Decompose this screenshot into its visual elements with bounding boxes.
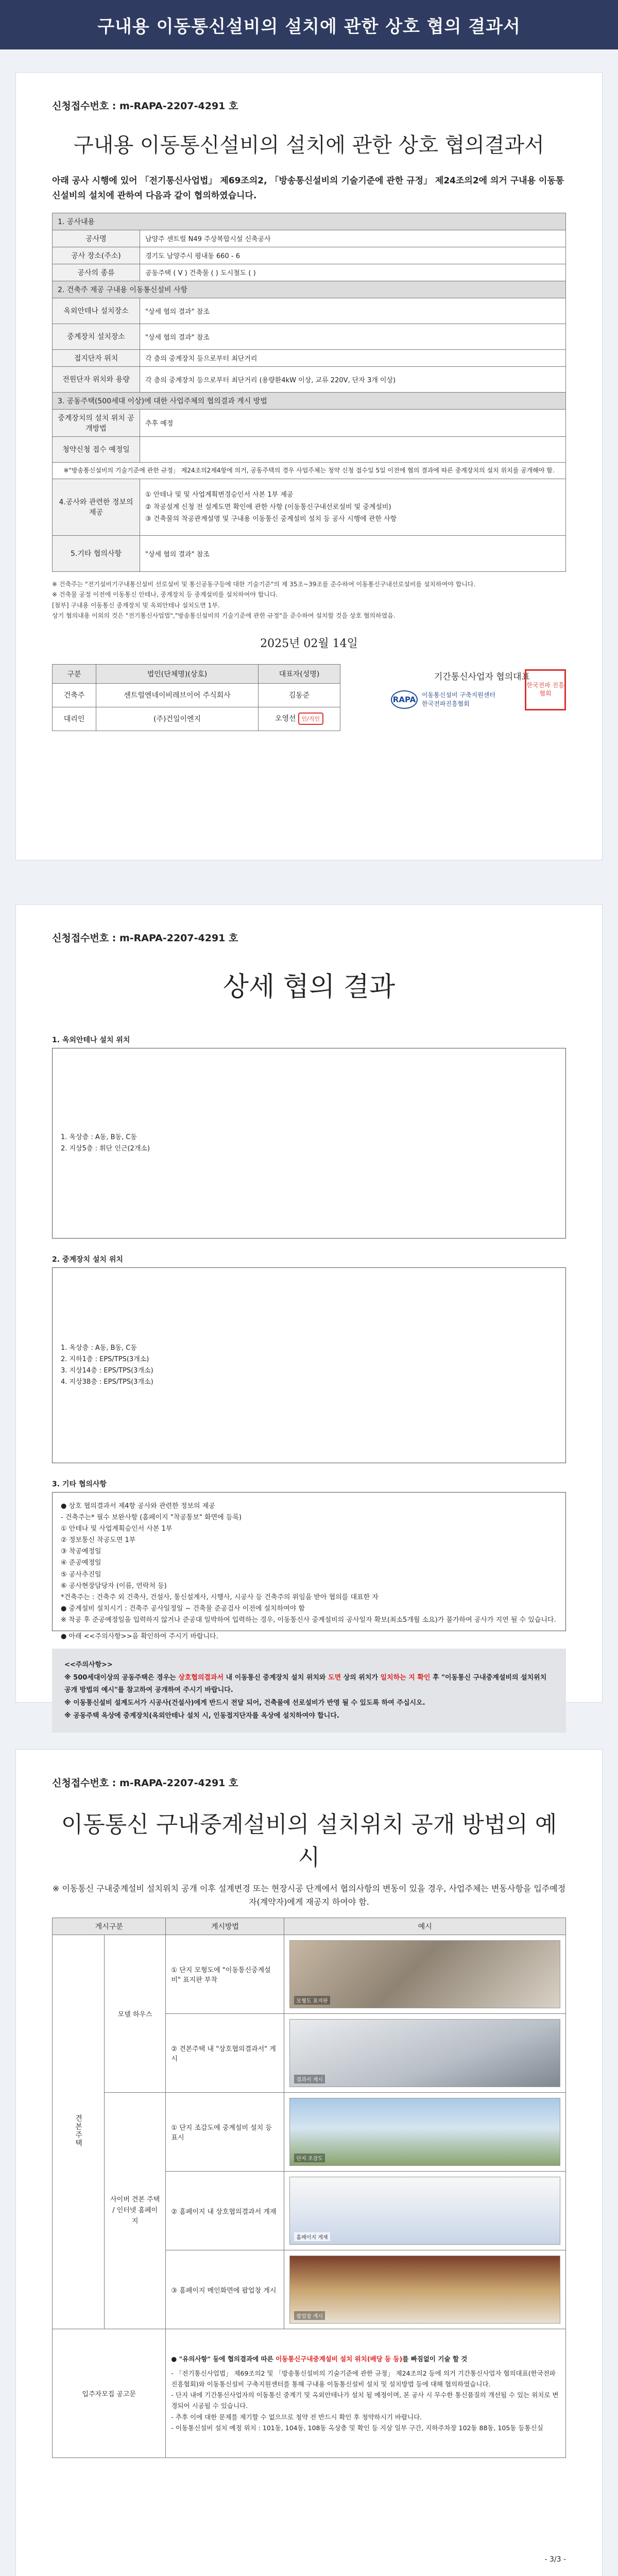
cat-model: 모델 하우스 (105, 1935, 166, 2093)
document-title: 구내용 이동통신설비의 설치에 관한 상호 협의결과서 (74, 133, 544, 157)
method-2: ② 견본주택 내 "상호협의결과서" 게시 (166, 2014, 284, 2093)
caution-title: <<주의사항>> (64, 1661, 113, 1669)
document-page-1 (15, 72, 603, 860)
section-relay-location: 2. 중계장치 설치 위치 (52, 1256, 123, 1264)
publication-note: ※"방송통신설비의 기술기준에 관한 규정」 제24조의2제4항에 의거, 공동주택의 경우 사업주체는 청약 신청 접수일 5일 이전에 협의 결과에 따른 중계장치의 설치 위치를 공개해야 함. (53, 462, 566, 479)
relay-line-1: 1. 옥상층 : A동, B동, C동 (61, 1344, 137, 1352)
label-relay: 중계장치 설치장소 (53, 324, 140, 349)
info-item-3: ③ 건축물의 착공관계설명 및 구내용 이동통신 중계설비 설치 등 공사 시행에 관한 사항 (145, 515, 397, 523)
seal-heading: 기간통신사업자 협의대표 (434, 671, 530, 682)
header-bar (0, 0, 618, 49)
label-ground: 접지단자 위치 (53, 349, 140, 366)
other-line-8: ⑥ 공사현장담당자 (이름, 연락처 등) (61, 1582, 167, 1590)
sig-agent-company: (주)건일이엔지 (96, 707, 258, 731)
caution-line-2: ※ 이동통신설비 설계도서가 시공사(건설사)에게 반드시 전달 되어, 건축물에 선로설비가 반영 될 수 있도록 하여 주십시오. (64, 1699, 425, 1707)
method-4: ② 홈페이지 내 상호협의결과서 게재 (166, 2172, 284, 2250)
section-facilities: 2. 건축주 제공 구내용 이동통신설비 사항 (53, 281, 566, 298)
reception-number: 신청접수번호 : m-RAPA-2207-4291 호 (52, 1777, 238, 1789)
other-line-12: ● 아래 <<주의사항>>을 확인하여 주시기 바랍니다. (61, 1633, 218, 1641)
relay-line-2: 2. 지하1층 : EPS/TPS(3개소) (61, 1355, 149, 1363)
antenna-location-box (52, 1048, 566, 1239)
other-line-6: ④ 준공예정일 (61, 1559, 101, 1567)
sig-owner-company: 센트럴엔네이비레브이어 주식회사 (96, 683, 258, 707)
col-method: 게시방법 (166, 1918, 284, 1935)
section-antenna-location: 1. 옥외안테나 설치 위치 (52, 1036, 130, 1044)
rapa-center-name: 이동통신설비 구축지원센터 (422, 691, 495, 699)
col-category: 게시구분 (53, 1918, 166, 1935)
publication-example-title: 이동통신 구내중계설비의 설치위치 공개 방법의 예시 (61, 1811, 557, 1871)
notice-line-3: - 단지 내에 기간통신사업자의 이동통신 중계기 및 옥외안테나가 설치 될 예정이며, 본 공사 시 무수한 통신품질의 개선될 수 있는 위치로 변경되어 시공될 수 있습니다. (171, 2391, 559, 2410)
caution-line-3: ※ 공동주택 옥상에 중계장치(옥외안테나 설치 시, 인동접지단자를 옥상에 설치하여야 합니다. (64, 1711, 339, 1720)
footnotes (52, 579, 566, 621)
other-line-1: ● 상호 협의결과서 제4항 공사와 관련한 정보의 제공 (61, 1502, 215, 1510)
notice-line-2: - 「전기통신사업법」 제69조의2 및 「방송통신설비의 기술기준에 관한 규정」 제24조의2 등에 의거 기간통신사업자 협의대표(한국전파진흥협회)와 이동통신설비 구축지원센터를 통해 구내용 이동통신설비 설치 및 설치방법 등에 대해 협의하였습니다. (171, 2369, 556, 2388)
association-seal (391, 669, 566, 709)
label-address: 공사 장소(주소) (53, 247, 140, 264)
footnote-1: ※ 건축주는 "전기설비기구내통신설비 선로설비 및 통신공동구등에 대한 기술기준"의 제 35조~39조를 준수하여 이동통신구내선로설비를 설치하여야 합니다. (52, 580, 476, 588)
reception-number: 신청접수번호 : m-RAPA-2207-4291 호 (52, 933, 238, 944)
other-line-2: - 건축주는* 필수 보완사항 (홈페이지 "착공통보" 화면에 등록) (61, 1514, 242, 1522)
example-photo-4: 홈페이지 게재 (289, 2177, 560, 2245)
example-photo-1: 모형도 표지판 (289, 1940, 560, 2008)
relay-line-3: 3. 지상14층 : EPS/TPS(3개소) (61, 1367, 153, 1375)
stamp-icon: 인/직인 (298, 713, 324, 725)
other-items-box (52, 1492, 566, 1641)
label-construction-name: 공사명 (53, 230, 140, 247)
relay-location-box (52, 1267, 566, 1463)
signature-table (52, 664, 340, 731)
example-photo-5: 팝업창 게시 (289, 2256, 560, 2324)
notice-line-1: ● "유의사항" 등에 협의결과에 따른 이동통신구내중계설비 설치 위치(배당 등 등)를 빠짐없이 기술 할 것 (171, 2355, 468, 2363)
label-type: 공사의 종류 (53, 264, 140, 281)
official-seal-icon: 한국전파 진흥협회 (525, 669, 566, 710)
cat-notice: 입주자모집 공고문 (53, 2329, 166, 2458)
sig-owner-rep: 김동준 (259, 683, 340, 707)
document-date: 2025년 02월 14일 (260, 637, 358, 650)
cat-model-house: 견본주택 (74, 2114, 82, 2148)
caution-line-1: ※ 500세대이상의 공동주택은 경우는 상호협의결과서 내 이동통신 중계장치 설치 위치와 도면 상의 위치가 일치하는 지 확인 후 "이동통신 구내중계설비의 설치위치 공개 방법의 예시"를 참고하여 공개하여 주시기 바랍니다. (64, 1673, 547, 1694)
publication-method-table (52, 1918, 566, 2458)
value-antenna: "상세 협의 결과" 참조 (140, 298, 566, 324)
value-other: "상세 협의 결과" 참조 (140, 535, 566, 571)
cat-cyber: 사이버 견본 주택 / 인터넷 홈페이지 (105, 2093, 166, 2329)
example-photo-3: 단지 조감도 (289, 2098, 560, 2166)
other-line-3: ① 안테나 및 사업계획승인서 사본 1부 (61, 1525, 173, 1533)
section-publication: 3. 공동주택(500세대 이상)에 대한 사업주체의 협의결과 게시 방법 (53, 392, 566, 409)
label-other: 5.기타 협의사항 (53, 535, 140, 571)
other-line-4: ② 정보통신 착공도면 1부 (61, 1536, 136, 1545)
col-example: 예시 (284, 1918, 566, 1935)
page-number: - 3/3 - (544, 2555, 566, 2564)
method-3: ① 단지 조감도에 중계설비 설치 등 표시 (166, 2093, 284, 2172)
other-line-5: ③ 착공예정일 (61, 1548, 101, 1556)
footnote-2: ※ 건축물 공정 이전에 이동통신 안테나, 중계장치 등 중계설비를 설치하여야 합니다. (52, 591, 278, 599)
sig-agent-label: 대리인 (53, 707, 96, 731)
footnote-3: [첨부] 구내용 이동통신 중계장치 및 옥외안테나 설치도면 1부. (52, 601, 220, 609)
example-photo-2: 결과서 게시 (289, 2019, 560, 2087)
info-item-1: ① 안테나 및 및 사업계획변경승인서 사본 1부 제공 (145, 491, 294, 499)
info-item-2: ② 착공설계 신청 전 설계도면 확인에 관한 사항 (이동통신구내선로설비 및 중계설비) (145, 503, 391, 511)
signature-area (52, 664, 566, 731)
value-subscription-date (140, 436, 566, 462)
value-relay: "상세 협의 결과" 참조 (140, 324, 566, 349)
antenna-line-2: 2. 지상5층 : 휘단 인근(2개소) (61, 1145, 150, 1153)
notice-line-4: - 추후 이에 대한 문제를 제기할 수 없으므로 청약 전 반드시 확인 후 청약하시기 바랍니다. (171, 2413, 422, 2421)
other-line-9: *건축주는 : 건축주 외 건축사, 건설사, 통신설계사, 시행사, 시공사 등 건축주의 위임을 받아 협의를 대표한 자 (61, 1593, 379, 1601)
rapa-logo-icon: RAPA (391, 690, 418, 709)
label-info: 4.공사와 관련한 정보의 제공 (53, 479, 140, 535)
value-construction-name: 남양주 센트럴 N49 주상복합시설 신축공사 (140, 230, 566, 247)
value-type: 공동주택 ( V ) 건축물 ( ) 도시철도 ( ) (140, 264, 566, 281)
method-1: ① 단지 모형도에 "이동통신중계설비" 표지판 부착 (166, 1935, 284, 2014)
value-publication: 추후 예정 (140, 409, 566, 436)
document-page-3 (15, 1749, 603, 2576)
sig-agent-rep: 오영선 (274, 715, 296, 723)
label-subscription-date: 청약신청 접수 예정일 (53, 436, 140, 462)
publication-example-subtitle: ※ 이동통신 구내중계설비 설치위치 공개 이후 설계변경 또는 현장시공 단계에서 협의사항의 변동이 있을 경우, 사업주체는 변동사항을 입주예정자(계약자)에게 재공지 하여야 함. (52, 1884, 566, 1907)
label-antenna: 옥외안테나 설치장소 (53, 298, 140, 324)
sig-header-company: 법인(단체명)(상호) (96, 664, 258, 683)
value-ground: 각 층의 중계장치 등으로부터 최단거리 (140, 349, 566, 366)
detail-title: 상세 협의 결과 (222, 972, 396, 1003)
section-construction: 1. 공사내용 (53, 213, 566, 230)
other-line-11: ※ 착공 후 준공예정일을 입력하지 않거나 준공대 일박하여 입력하는 경우, 이동통신사 중계설비의 공사일자 확보(최소5개월 소요)가 불가하여 공사가 지연 될 수 있습니다. (61, 1616, 556, 1624)
sig-owner-label: 건축주 (53, 683, 96, 707)
relay-line-4: 4. 지상38층 : EPS/TPS(3개소) (61, 1378, 153, 1386)
label-publication: 중계장치의 설치 위치 공개방법 (53, 409, 140, 436)
footnote-4: 상기 협의내용 이외의 것은 "전기통신사업법","방송통신설비의 기술기준에 관한 규정"을 준수하여 설치할 것을 상호 협의하였음. (52, 612, 396, 620)
document-page-2 (15, 904, 603, 1720)
value-address: 경기도 남양주시 평내동 660 - 6 (140, 247, 566, 264)
label-power: 전원단자 위치와 용량 (53, 366, 140, 392)
agreement-table (52, 213, 566, 572)
intro-text: 아래 공사 시행에 있어 「전기통신사업법」 제69조의2, 「방송통신설비의 기술기준에 관한 규정」 제24조의2에 의거 구내용 이동통신설비의 설치에 관하여 다음과 같이 협의하였습니다. (52, 176, 564, 201)
section-other-items: 3. 기타 협의사항 (52, 1480, 107, 1488)
sig-header-type: 구분 (53, 664, 96, 683)
sig-header-rep: 대표자(성명) (259, 664, 340, 683)
other-line-7: ⑤ 공사추진일 (61, 1570, 101, 1579)
page-title: 구내용 이동통신설비의 설치에 관한 상호 협의 결과서 (97, 16, 521, 37)
method-5: ③ 홈페이지 메인화면에 팝업창 게시 (166, 2250, 284, 2329)
antenna-line-1: 1. 옥상층 : A동, B동, C동 (61, 1133, 137, 1141)
caution-box (52, 1649, 566, 1733)
value-power: 각 층의 중계장치 등으로부터 최단거리 (용량환4kW 이상, 교류 220V, 단자 3개 이상) (140, 366, 566, 392)
other-line-10: ● 중계설비 설치시기 : 건축주 공사일정일 ~ 건축물 준공검사 이전에 설치하여야 함 (61, 1604, 305, 1613)
reception-number: 신청접수번호 : m-RAPA-2207-4291 호 (52, 100, 238, 112)
notice-line-5: - 이동통신설비 설치 예정 위치 : 101동, 104동, 108동 옥상층 및 확인 등 지상 일부 구간, 지하주차장 102동 88동, 105동 등통신실 (171, 2424, 543, 2432)
rapa-association-name: 한국전파진흥협회 (422, 700, 470, 707)
